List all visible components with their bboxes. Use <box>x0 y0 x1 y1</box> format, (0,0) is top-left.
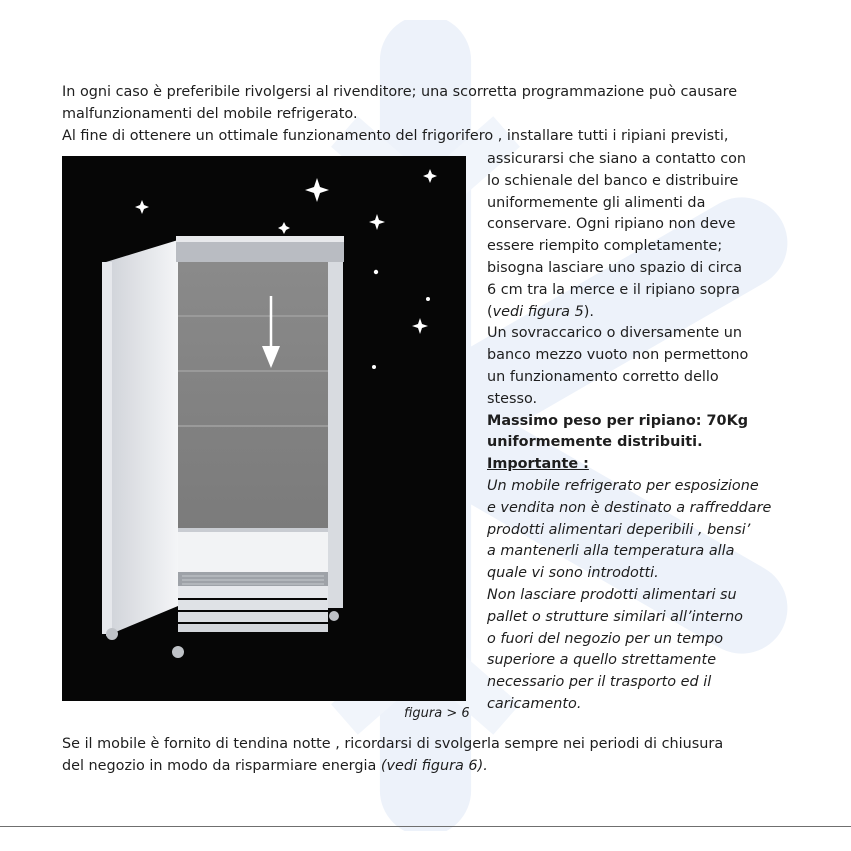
max-weight-line: uniformemente distribuiti. <box>487 434 703 451</box>
column-line: essere riempito completamente; <box>487 238 723 255</box>
figure-reference-line <box>487 302 787 324</box>
column-line: 6 cm tra la merce e il ripiano sopra <box>487 281 740 298</box>
important-line: prodotti alimentari deperibili , bensi’ <box>487 521 751 538</box>
figure-reference: (vedi figura 6). <box>380 758 488 774</box>
paragraph-line: In ogni caso è preferibile rivolgersi al rivenditore; una scorretta programmazione può causare <box>62 84 738 100</box>
page-bottom-rule <box>0 826 851 827</box>
paragraph-line <box>62 756 488 778</box>
paren-open: ( <box>487 303 493 320</box>
paren-close: ). <box>583 303 594 320</box>
column-line: conservare. Ogni ripiano non deve <box>487 216 736 233</box>
column-line: lo schienale del banco e distribuire <box>487 172 739 189</box>
important-line: superiore a quello strettamente <box>487 652 717 669</box>
column-line: un funzionamento corretto dello <box>487 368 719 385</box>
figure-caption: figura > 6 <box>404 706 470 721</box>
column-line: assicurarsi che siano a contatto con <box>487 151 747 167</box>
text-column <box>487 149 787 716</box>
important-line: quale vi sono introdotti. <box>487 565 659 582</box>
important-heading: Importante : <box>487 456 589 473</box>
figure-reference: vedi figura 5 <box>492 303 584 320</box>
important-line: a mantenerli alla temperatura alla <box>487 543 735 560</box>
important-line: Non lasciare prodotti alimentari su <box>487 586 737 603</box>
important-line: o fuori del negozio per un tempo <box>487 630 724 647</box>
important-line: Un mobile refrigerato per esposizione <box>487 477 759 494</box>
important-line: e vendita non è destinato a raffreddare <box>487 499 772 516</box>
paragraph-text: del negozio in modo da risparmiare energia <box>62 758 381 774</box>
column-line: Un sovraccarico o diversamente un <box>487 325 743 342</box>
paragraph-line: malfunzionamenti del mobile refrigerato. <box>62 106 358 122</box>
paragraph-line: Al fine di ottenere un ottimale funzionamento del frigorifero , installare tutti i ripiani previsti, <box>62 128 729 144</box>
important-line: caricamento. <box>487 695 582 712</box>
figure-refrigerated-cabinet <box>62 156 466 701</box>
column-line: uniformemente gli alimenti da <box>487 194 706 211</box>
column-line: banco mezzo vuoto non permettono <box>487 347 749 364</box>
column-line: stesso. <box>487 390 538 407</box>
max-weight-line: Massimo peso per ripiano: 70Kg <box>487 412 749 429</box>
refrigerator-illustration <box>62 156 466 701</box>
important-line: pallet o strutture similari all’interno <box>487 608 743 625</box>
paragraph-line: Se il mobile è fornito di tendina notte , ricordarsi di svolgerla sempre nei periodi di chiusura <box>62 736 724 752</box>
column-line: bisogna lasciare uno spazio di circa <box>487 259 743 276</box>
important-line: necessario per il trasporto ed il <box>487 674 712 691</box>
